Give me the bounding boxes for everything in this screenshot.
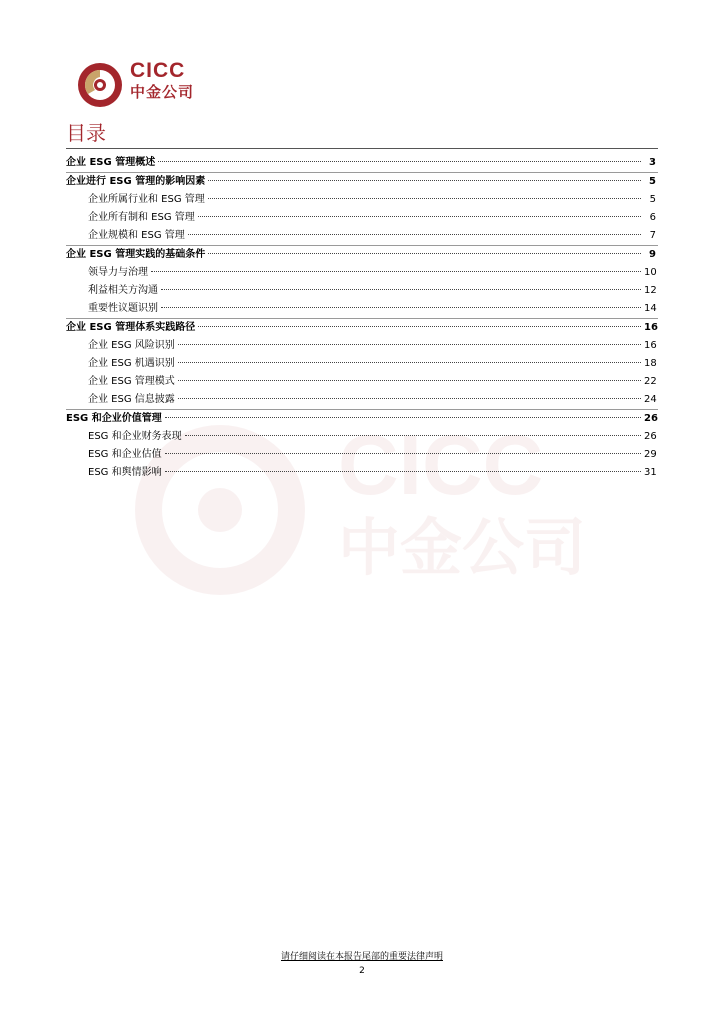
toc-leader-dots [208,180,641,181]
toc-entry-page: 9 [649,249,656,260]
toc-leader-dots [178,380,641,381]
toc-entry[interactable] [66,209,658,227]
toc-entry-label: 企业进行 ESG 管理的影响因素 [66,176,206,187]
page-number: 2 [359,966,365,976]
toc-entry[interactable] [66,227,658,245]
toc-entry-page: 3 [649,157,656,168]
toc-leader-dots [178,398,641,399]
toc-entry-page: 7 [649,230,656,241]
toc-leader-dots [185,435,641,436]
toc-entry[interactable] [66,355,658,373]
toc-entry-label: 重要性议题识别 [88,303,158,314]
toc-entry[interactable] [66,391,658,409]
toc-leader-dots [208,198,641,199]
toc-entry-page: 6 [649,212,656,223]
toc-leader-dots [151,271,641,272]
toc-entry-label: 领导力与治理 [88,267,148,278]
toc-entry-label: ESG 和企业财务表现 [88,431,182,442]
toc-leader-dots [165,471,641,472]
toc-leader-dots [178,344,641,345]
toc-entry-label: ESG 和企业估值 [88,449,162,460]
toc-entry[interactable] [66,191,658,209]
toc-entry-page: 31 [644,467,657,478]
toc-leader-dots [165,417,641,418]
toc-entry[interactable] [66,154,658,172]
toc-leader-dots [198,326,641,327]
toc-entry[interactable] [66,337,658,355]
toc-entry[interactable] [66,282,658,300]
toc-entry-label: 企业 ESG 机遇识别 [88,358,175,369]
title-divider [66,148,658,149]
toc-leader-dots [161,289,641,290]
toc-entry[interactable] [66,318,658,337]
toc-entry[interactable] [66,172,658,191]
toc-entry-label: ESG 和舆情影响 [88,467,162,478]
toc-entry-label: 企业 ESG 管理模式 [88,376,175,387]
toc-entry-label: 企业规模和 ESG 管理 [88,230,185,241]
toc-entry-label: 企业 ESG 信息披露 [88,394,175,405]
toc-entry-label: 企业 ESG 管理体系实践路径 [66,322,196,333]
toc-leader-dots [188,234,641,235]
toc-entry[interactable] [66,446,658,464]
toc-entry-label: 企业 ESG 风险识别 [88,340,175,351]
page-footer [0,949,724,976]
logo-name-zh: 中金公司 [130,83,195,101]
legal-disclaimer-link[interactable]: 请仔细阅读在本报告尾部的重要法律声明 [280,952,443,962]
toc-leader-dots [198,216,641,217]
toc-leader-dots [165,453,641,454]
toc-title: 目录 [66,121,106,145]
toc-entry-page: 10 [644,267,657,278]
toc-entry-label: 企业所有制和 ESG 管理 [88,212,195,223]
logo-name-en: CICC [130,59,186,82]
table-of-contents [66,154,658,482]
cicc-logo [76,60,216,110]
toc-entry-page: 5 [649,176,656,187]
toc-entry-page: 26 [644,413,658,424]
toc-entry-label: 企业所属行业和 ESG 管理 [88,194,205,205]
toc-entry-label: 企业 ESG 管理概述 [66,157,156,168]
toc-entry-page: 24 [644,394,657,405]
toc-entry[interactable] [66,409,658,428]
toc-entry-page: 18 [644,358,657,369]
toc-entry-page: 5 [649,194,656,205]
toc-entry[interactable] [66,428,658,446]
toc-leader-dots [158,161,641,162]
toc-entry-label: ESG 和企业价值管理 [66,413,162,424]
toc-entry-label: 企业 ESG 管理实践的基础条件 [66,249,206,260]
watermark-name-en: CICC [338,418,544,512]
toc-leader-dots [178,362,641,363]
toc-entry-page: 16 [644,322,658,333]
toc-entry-page: 22 [644,376,657,387]
toc-entry-page: 26 [644,431,657,442]
toc-entry-page: 29 [644,449,657,460]
cicc-logo-mark-icon [76,60,126,110]
toc-entry-label: 利益相关方沟通 [88,285,158,296]
watermark-name-zh: 中金公司 [338,511,587,584]
toc-entry[interactable] [66,245,658,264]
toc-leader-dots [208,253,641,254]
toc-entry-page: 12 [644,285,657,296]
toc-entry-page: 14 [644,303,657,314]
toc-entry[interactable] [66,373,658,391]
toc-entry[interactable] [66,464,658,482]
toc-entry[interactable] [66,264,658,282]
toc-entry-page: 16 [644,340,657,351]
toc-leader-dots [161,307,641,308]
toc-entry[interactable] [66,300,658,318]
